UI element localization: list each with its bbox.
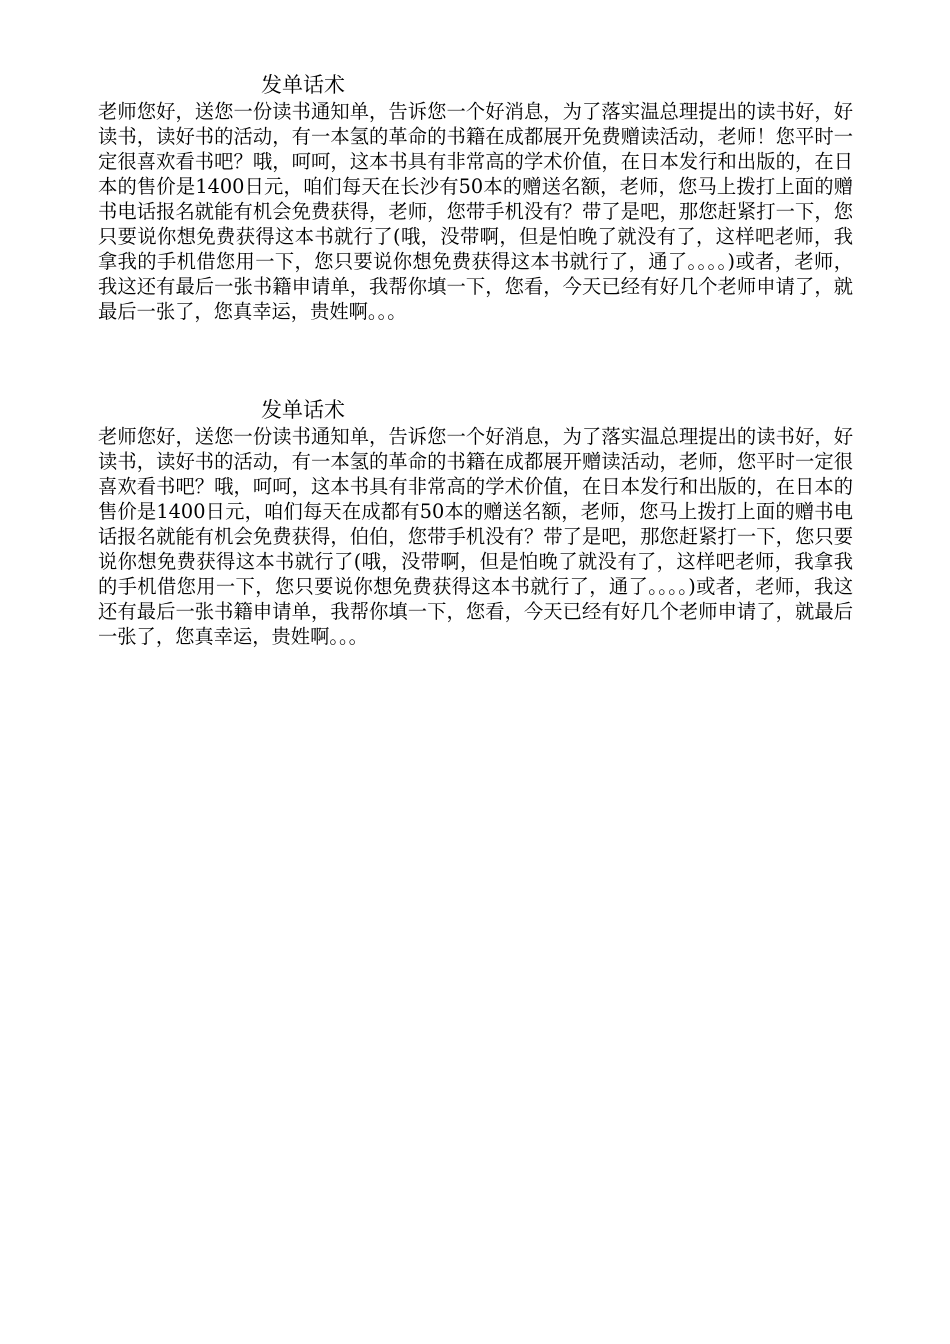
section-body: 老师您好，送您一份读书通知单，告诉您一个好消息，为了落实温总理提出的读书好，好读书，读好书的活动，有一本氢的革命的书籍在成都展开赠读活动，老师，您平时一定很喜欢看书吧？哦，呵呵，这本书具有非常高的学术价值，在日本发行和出版的，在日本的售价是1400日元，咱们每天在成都有50本的赠送名额，老师，您马上拨打上面的赠书电话报名就能有机会免费获得，伯伯，您带手机没有？带了是吧，那您赶紧打一下，您只要说你想免费获得这本书就行了(哦，没带啊，但是怕晚了就没有了，这样吧老师，我拿我的手机借您用一下，您只要说你想免费获得这本书就行了，通了。。。。)或者，老师，我这还有最后一张书籍申请单，我帮你填一下，您看，今天已经有好几个老师申请了，就最后一张了，您真幸运，贵姓啊。。。 [98,425,853,648]
section-title: 发单话术 [261,398,345,422]
section-body: 老师您好，送您一份读书通知单，告诉您一个好消息，为了落实温总理提出的读书好，好读书，读好书的活动，有一本氢的革命的书籍在成都展开免费赠读活动，老师！您平时一定很喜欢看书吧？哦，呵呵，这本书具有非常高的学术价值，在日本发行和出版的，在日本的售价是1400日元，咱们每天在长沙有50本的赠送名额，老师，您马上拨打上面的赠书电话报名就能有机会免费获得，老师，您带手机没有？带了是吧，那您赶紧打一下，您只要说你想免费获得这本书就行了(哦，没带啊，但是怕晚了就没有了，这样吧老师，我拿我的手机借您用一下，您只要说你想免费获得这本书就行了，通了。。。。)或者，老师，我这还有最后一张书籍申请单，我帮你填一下，您看，今天已经有好几个老师申请了，就最后一张了，您真幸运，贵姓啊。。。 [98,100,853,323]
script-section-2 [98,396,853,649]
script-section-1 [98,71,853,324]
section-title: 发单话术 [261,73,345,97]
